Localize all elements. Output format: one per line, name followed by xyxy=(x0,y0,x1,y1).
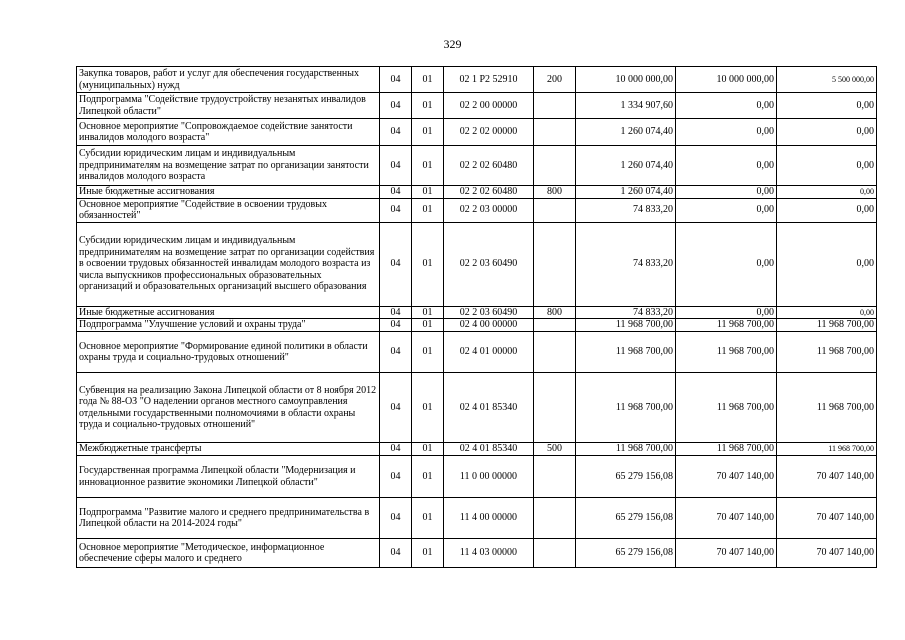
row-name-cell: Подпрограмма "Развитие малого и среднего предпринимательства в Липецкой области на 2014-2024 годы" xyxy=(77,498,380,539)
row-name-cell: Закупка товаров, работ и услуг для обеспечения государственных (муниципальных) нужд xyxy=(77,67,380,93)
row-sum-1-cell: 10 000 000,00 xyxy=(576,67,676,93)
row-sum-3-cell: 70 407 140,00 xyxy=(777,539,877,568)
row-target-article-cell: 11 0 00 00000 xyxy=(444,456,534,498)
row-name-cell: Основное мероприятие "Формирование единой политики в области охраны труда и социально-трудовых отношений" xyxy=(77,332,380,373)
row-expense-type-cell: 500 xyxy=(534,443,576,456)
row-section-cell: 04 xyxy=(380,186,412,199)
row-sum-3-cell: 0,00 xyxy=(777,93,877,119)
row-section-cell: 04 xyxy=(380,198,412,222)
row-subsection-cell: 01 xyxy=(412,539,444,568)
row-target-article-cell: 02 4 01 00000 xyxy=(444,332,534,373)
row-name-cell: Подпрограмма "Содействие трудоустройству незанятых инвалидов Липецкой области" xyxy=(77,93,380,119)
row-expense-type-cell xyxy=(534,146,576,186)
row-subsection-cell: 01 xyxy=(412,456,444,498)
row-sum-2-cell: 11 968 700,00 xyxy=(676,332,777,373)
row-sum-1-cell: 74 833,20 xyxy=(576,222,676,306)
row-sum-1-cell: 65 279 156,08 xyxy=(576,539,676,568)
table-row xyxy=(77,319,877,332)
row-name-cell: Иные бюджетные ассигнования xyxy=(77,186,380,199)
table-row xyxy=(77,93,877,119)
row-sum-3-cell: 0,00 xyxy=(777,119,877,146)
row-sum-3-cell: 70 407 140,00 xyxy=(777,498,877,539)
row-section-cell: 04 xyxy=(380,332,412,373)
row-target-article-cell: 02 4 01 85340 xyxy=(444,443,534,456)
table-row xyxy=(77,198,877,222)
row-name-cell: Субвенция на реализацию Закона Липецкой области от 8 ноября 2012 года № 88-ОЗ "О наделении органов местного самоуправления отдельными государственными полномочиями в области охраны труда и социально-трудовых отношений" xyxy=(77,373,380,443)
row-sum-2-cell: 11 968 700,00 xyxy=(676,443,777,456)
row-expense-type-cell xyxy=(534,222,576,306)
table-row xyxy=(77,332,877,373)
row-target-article-cell: 02 2 03 60490 xyxy=(444,222,534,306)
row-section-cell: 04 xyxy=(380,373,412,443)
row-subsection-cell: 01 xyxy=(412,332,444,373)
row-sum-3-cell: 0,00 xyxy=(777,306,877,319)
row-subsection-cell: 01 xyxy=(412,146,444,186)
row-name-cell: Основное мероприятие "Методическое, информационное обеспечение сферы малого и среднего xyxy=(77,539,380,568)
row-expense-type-cell: 800 xyxy=(534,306,576,319)
row-sum-3-cell: 11 968 700,00 xyxy=(777,373,877,443)
row-sum-3-cell: 0,00 xyxy=(777,198,877,222)
row-subsection-cell: 01 xyxy=(412,186,444,199)
row-sum-2-cell: 70 407 140,00 xyxy=(676,539,777,568)
row-sum-1-cell: 11 968 700,00 xyxy=(576,332,676,373)
row-sum-3-cell: 5 500 000,00 xyxy=(777,67,877,93)
row-sum-3-cell: 11 968 700,00 xyxy=(777,332,877,373)
row-expense-type-cell: 200 xyxy=(534,67,576,93)
row-expense-type-cell xyxy=(534,498,576,539)
table-row xyxy=(77,456,877,498)
row-section-cell: 04 xyxy=(380,319,412,332)
row-sum-3-cell: 11 968 700,00 xyxy=(777,319,877,332)
budget-table xyxy=(76,66,877,568)
table-row xyxy=(77,146,877,186)
row-target-article-cell: 02 4 00 00000 xyxy=(444,319,534,332)
row-sum-1-cell: 65 279 156,08 xyxy=(576,456,676,498)
row-name-cell: Подпрограмма "Улучшение условий и охраны труда" xyxy=(77,319,380,332)
row-sum-3-cell: 11 968 700,00 xyxy=(777,443,877,456)
row-name-cell: Иные бюджетные ассигнования xyxy=(77,306,380,319)
row-target-article-cell: 02 2 00 00000 xyxy=(444,93,534,119)
row-name-cell: Межбюджетные трансферты xyxy=(77,443,380,456)
row-section-cell: 04 xyxy=(380,67,412,93)
row-subsection-cell: 01 xyxy=(412,198,444,222)
row-expense-type-cell: 800 xyxy=(534,186,576,199)
row-expense-type-cell xyxy=(534,456,576,498)
row-subsection-cell: 01 xyxy=(412,373,444,443)
row-target-article-cell: 02 2 02 00000 xyxy=(444,119,534,146)
row-subsection-cell: 01 xyxy=(412,319,444,332)
row-section-cell: 04 xyxy=(380,539,412,568)
row-sum-1-cell: 11 968 700,00 xyxy=(576,443,676,456)
row-name-cell: Субсидии юридическим лицам и индивидуальным предпринимателям на возмещение затрат по организации содействия в освоении трудовых обязанностей инвалидам молодого возраста из числа выпускников профессиональных образовательных организаций и образовательных организаций высшего образования xyxy=(77,222,380,306)
row-expense-type-cell xyxy=(534,319,576,332)
row-target-article-cell: 02 2 02 60480 xyxy=(444,186,534,199)
row-target-article-cell: 02 2 03 00000 xyxy=(444,198,534,222)
row-expense-type-cell xyxy=(534,332,576,373)
table-row xyxy=(77,222,877,306)
row-sum-1-cell: 74 833,20 xyxy=(576,198,676,222)
table-row xyxy=(77,306,877,319)
row-sum-1-cell: 11 968 700,00 xyxy=(576,373,676,443)
table-row xyxy=(77,373,877,443)
row-sum-2-cell: 0,00 xyxy=(676,186,777,199)
row-sum-2-cell: 0,00 xyxy=(676,198,777,222)
row-expense-type-cell xyxy=(534,198,576,222)
row-subsection-cell: 01 xyxy=(412,119,444,146)
row-section-cell: 04 xyxy=(380,443,412,456)
row-sum-1-cell: 74 833,20 xyxy=(576,306,676,319)
row-target-article-cell: 02 1 P2 52910 xyxy=(444,67,534,93)
row-name-cell: Основное мероприятие "Сопровождаемое содействие занятости инвалидов молодого возраста" xyxy=(77,119,380,146)
row-sum-2-cell: 10 000 000,00 xyxy=(676,67,777,93)
row-sum-2-cell: 70 407 140,00 xyxy=(676,456,777,498)
row-name-cell: Субсидии юридическим лицам и индивидуальным предпринимателям на возмещение затрат по организации занятости инвалидов молодого возраста xyxy=(77,146,380,186)
page-number: 329 xyxy=(443,37,462,51)
row-sum-1-cell: 11 968 700,00 xyxy=(576,319,676,332)
row-name-cell: Основное мероприятие "Содействие в освоении трудовых обязанностей" xyxy=(77,198,380,222)
row-sum-3-cell: 70 407 140,00 xyxy=(777,456,877,498)
row-section-cell: 04 xyxy=(380,119,412,146)
row-sum-2-cell: 70 407 140,00 xyxy=(676,498,777,539)
row-sum-2-cell: 0,00 xyxy=(676,222,777,306)
row-sum-3-cell: 0,00 xyxy=(777,146,877,186)
row-section-cell: 04 xyxy=(380,306,412,319)
row-sum-2-cell: 0,00 xyxy=(676,119,777,146)
row-sum-1-cell: 1 334 907,60 xyxy=(576,93,676,119)
table-row xyxy=(77,67,877,93)
row-sum-2-cell: 0,00 xyxy=(676,306,777,319)
row-expense-type-cell xyxy=(534,119,576,146)
row-sum-2-cell: 0,00 xyxy=(676,93,777,119)
row-sum-2-cell: 11 968 700,00 xyxy=(676,373,777,443)
row-subsection-cell: 01 xyxy=(412,67,444,93)
row-section-cell: 04 xyxy=(380,146,412,186)
table-row xyxy=(77,119,877,146)
row-subsection-cell: 01 xyxy=(412,498,444,539)
table-row xyxy=(77,186,877,199)
row-subsection-cell: 01 xyxy=(412,443,444,456)
row-subsection-cell: 01 xyxy=(412,93,444,119)
row-sum-3-cell: 0,00 xyxy=(777,222,877,306)
row-subsection-cell: 01 xyxy=(412,306,444,319)
row-sum-3-cell: 0,00 xyxy=(777,186,877,199)
row-section-cell: 04 xyxy=(380,456,412,498)
table-row xyxy=(77,498,877,539)
row-section-cell: 04 xyxy=(380,498,412,539)
row-sum-1-cell: 1 260 074,40 xyxy=(576,186,676,199)
row-expense-type-cell xyxy=(534,373,576,443)
row-target-article-cell: 02 4 01 85340 xyxy=(444,373,534,443)
row-sum-1-cell: 1 260 074,40 xyxy=(576,119,676,146)
row-section-cell: 04 xyxy=(380,222,412,306)
row-sum-1-cell: 1 260 074,40 xyxy=(576,146,676,186)
row-sum-1-cell: 65 279 156,08 xyxy=(576,498,676,539)
row-target-article-cell: 11 4 03 00000 xyxy=(444,539,534,568)
row-name-cell: Государственная программа Липецкой области "Модернизация и инновационное развитие экономики Липецкой области" xyxy=(77,456,380,498)
row-section-cell: 04 xyxy=(380,93,412,119)
row-expense-type-cell xyxy=(534,539,576,568)
row-subsection-cell: 01 xyxy=(412,222,444,306)
row-target-article-cell: 02 2 02 60480 xyxy=(444,146,534,186)
row-target-article-cell: 11 4 00 00000 xyxy=(444,498,534,539)
table-row xyxy=(77,539,877,568)
row-sum-2-cell: 11 968 700,00 xyxy=(676,319,777,332)
row-expense-type-cell xyxy=(534,93,576,119)
row-target-article-cell: 02 2 03 60490 xyxy=(444,306,534,319)
row-sum-2-cell: 0,00 xyxy=(676,146,777,186)
table-row xyxy=(77,443,877,456)
